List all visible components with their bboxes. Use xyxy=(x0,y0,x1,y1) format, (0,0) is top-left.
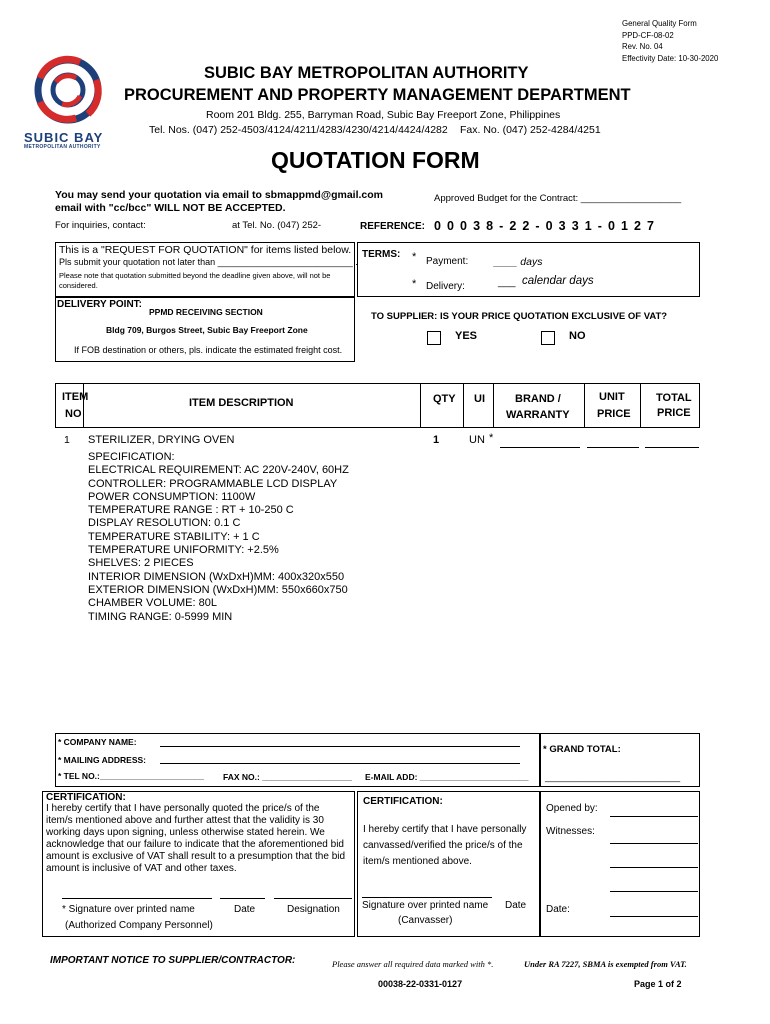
spec-line: TEMPERATURE UNIFORMITY: +2.5% xyxy=(88,544,279,557)
col-header-total: TOTAL xyxy=(656,392,692,404)
col-header-unit-price: PRICE xyxy=(597,408,631,420)
payment-label: Payment: xyxy=(426,256,469,267)
cert-line: acknowledge that our failure to indicate that the aforementioned bid xyxy=(46,838,344,850)
reference-label: REFERENCE: xyxy=(360,221,426,232)
org-name: SUBIC BAY METROPOLITAN AUTHORITY xyxy=(204,64,529,82)
rfq-note: Please note that quotation submitted beyond the deadline given above, will not be xyxy=(59,271,331,280)
spec-line: SHELVES: 2 PIECES xyxy=(88,557,194,570)
witnesses-label: Witnesses: xyxy=(546,826,595,837)
form-meta-line: Effectivity Date: 10-30-2020 xyxy=(622,52,719,63)
col-header-qty: QTY xyxy=(433,393,456,405)
rfq-note: considered. xyxy=(59,281,98,290)
opened-by-line[interactable] xyxy=(610,816,698,817)
vat-question: TO SUPPLIER: IS YOUR PRICE QUOTATION EXCLUSIVE OF VAT? xyxy=(371,311,668,322)
terms-star: * xyxy=(412,251,417,263)
grand-total-label: * GRAND TOTAL: xyxy=(543,744,621,755)
important-notice: IMPORTANT NOTICE TO SUPPLIER/CONTRACTOR: xyxy=(50,955,296,966)
fob-note: If FOB destination or others, pls. indicate the estimated freight cost. xyxy=(74,345,343,355)
item-ui-star: * xyxy=(489,432,494,444)
date-label: Date xyxy=(234,904,256,915)
email-instruction: You may send your quotation via email to sbmappmd@gmail.com xyxy=(55,189,384,201)
email-warning: email with "cc/bcc" WILL NOT BE ACCEPTED. xyxy=(55,202,286,214)
witness-line[interactable] xyxy=(610,867,698,868)
cert-line: I hereby certify that I have personally xyxy=(363,824,527,835)
dept-name: PROCUREMENT AND PROPERTY MANAGEMENT DEPARTMENT xyxy=(124,86,631,104)
terms-label: TERMS: xyxy=(362,249,401,260)
tel-contact: at Tel. No. (047) 252- xyxy=(232,220,322,231)
delivery-address: Bldg 709, Burgos Street, Subic Bay Freeport Zone xyxy=(106,325,308,335)
spec-line: TEMPERATURE RANGE : RT + 10-250 C xyxy=(88,504,294,517)
cert-line: canvassed/verified the price/s of the xyxy=(363,840,523,851)
canvasser-date-label: Date xyxy=(505,900,527,911)
footer-reference: 00038-22-0331-0127 xyxy=(378,979,463,989)
spec-line: TEMPERATURE STABILITY: + 1 C xyxy=(88,530,260,543)
cert-line: amount is exclusive of VAT shall result to a presumption that the bid xyxy=(46,850,346,862)
reference-value: 0 0 0 3 8 - 2 2 - 0 3 3 1 - 0 1 2 7 xyxy=(434,219,656,233)
canvasser-signature-line[interactable] xyxy=(362,897,492,898)
spec-line: CHAMBER VOLUME: 80L xyxy=(88,597,217,610)
signature-line[interactable] xyxy=(62,898,212,899)
vat-no-label: NO xyxy=(569,330,586,342)
designation-line[interactable] xyxy=(274,898,352,899)
form-meta-line: Rev. No. 04 xyxy=(622,41,663,51)
col-header-brand: BRAND / xyxy=(515,393,561,405)
cert-left-text xyxy=(46,803,345,874)
col-header-unit: UNIT xyxy=(599,391,625,403)
spec-line: CONTROLLER: PROGRAMMABLE LCD DISPLAY xyxy=(88,477,338,490)
designation-label: Designation xyxy=(287,904,340,915)
inquiries-label: For inquiries, contact: xyxy=(55,220,146,231)
total-price-line xyxy=(645,447,699,448)
cert-line: I hereby certify that I have personally quoted the price/s of the xyxy=(46,803,320,814)
brand-line xyxy=(500,447,580,448)
item-ui: UN xyxy=(469,434,485,446)
mailing-address-field[interactable] xyxy=(160,763,520,764)
email-field[interactable]: E-MAIL ADD: _______________________ xyxy=(365,772,529,782)
page-title: QUOTATION FORM xyxy=(271,147,480,173)
spec-line: EXTERIOR DIMENSION (WxDxH)MM: 550x660x750 xyxy=(88,583,348,596)
canvasser-label: (Canvasser) xyxy=(398,915,453,926)
cert-line: working days upon signing, unless otherwise stated herein. We xyxy=(46,826,325,838)
fax-no-field[interactable]: FAX NO.: ___________________ xyxy=(223,772,353,782)
cert-mid-text xyxy=(363,822,526,870)
spec-line: INTERIOR DIMENSION (WxDxH)MM: 400x320x550 xyxy=(88,570,345,583)
witness-line[interactable] xyxy=(610,843,698,844)
form-meta-line: PPD-CF-08-02 xyxy=(622,29,674,40)
unit-price-line xyxy=(587,447,639,448)
cert-line: item/s mentioned above and further attest that the validity is 30 xyxy=(46,814,324,826)
col-header-ui: UI xyxy=(474,393,485,405)
authorized-label: (Authorized Company Personnel) xyxy=(65,920,213,931)
spec-line: TIMING RANGE: 0-5999 MIN xyxy=(88,610,233,623)
address: Room 201 Bldg. 255, Barryman Road, Subic Bay Freeport Zone, Philippines xyxy=(206,109,561,121)
rfq-deadline: Pls submit your quotation not later than ___________________________ . xyxy=(59,257,358,267)
rfq-line1: This is a "REQUEST FOR QUOTATION" for items listed below. xyxy=(59,244,352,256)
col-header-no: NO xyxy=(65,408,82,420)
page-number: Page 1 of 2 xyxy=(634,979,682,989)
answer-note: Please answer all required data marked with *. xyxy=(332,959,494,969)
tel-numbers: Tel. Nos. (047) 252-4503/4124/4211/4283/4230/4214/4424/4282 xyxy=(149,124,448,136)
approved-budget: Approved Budget for the Contract: ___________________ xyxy=(434,193,682,204)
canvasser-signature-label: Signature over printed name xyxy=(362,900,489,911)
cert-line: amount is inclusive of VAT and other taxes. xyxy=(46,862,237,874)
cert-mid-title: CERTIFICATION: xyxy=(363,796,443,807)
sbma-logo xyxy=(18,50,118,150)
delivery-value: calendar days xyxy=(522,275,594,287)
company-name-label: * COMPANY NAME: xyxy=(58,737,137,747)
vat-exemption-note: Under RA 7227, SBMA is exempted from VAT. xyxy=(524,959,687,969)
spec-line: ELECTRICAL REQUIREMENT: AC 220V-240V, 60HZ xyxy=(88,464,349,477)
item-qty: 1 xyxy=(433,434,440,446)
col-header-item: ITEM xyxy=(62,391,89,403)
payment-value: ____ days xyxy=(494,256,543,268)
mailing-address-label: * MAILING ADDRESS: xyxy=(58,755,146,765)
col-header-total-price: PRICE xyxy=(657,407,691,419)
vat-no-checkbox[interactable] xyxy=(541,331,555,345)
cert-left-title: CERTIFICATION: xyxy=(46,792,126,803)
opened-by-label: Opened by: xyxy=(546,803,598,814)
delivery-star: * xyxy=(412,278,417,290)
spec-line: SPECIFICATION: xyxy=(88,451,175,463)
right-date-label: Date: xyxy=(546,904,570,915)
receiving-section: PPMD RECEIVING SECTION xyxy=(149,307,263,317)
form-meta xyxy=(622,18,718,64)
date-line[interactable] xyxy=(220,898,265,899)
spec-line: DISPLAY RESOLUTION: 0.1 C xyxy=(88,517,241,530)
item-specification xyxy=(88,451,349,624)
delivery-blank: ___ xyxy=(498,276,516,288)
terms-box xyxy=(357,242,700,297)
logo-subtext: METROPOLITAN AUTHORITY xyxy=(24,144,101,150)
fax-number: Fax. No. (047) 252-4284/4251 xyxy=(460,124,601,136)
item-number: 1 xyxy=(64,434,70,446)
col-header-description: ITEM DESCRIPTION xyxy=(189,397,294,409)
vat-yes-label: YES xyxy=(455,330,478,342)
logo-text: SUBIC BAY xyxy=(24,130,104,145)
spec-line: POWER CONSUMPTION: 1100W xyxy=(88,490,256,503)
grand-total-field[interactable]: ___________________________ xyxy=(545,772,681,782)
cert-line: item/s mentioned above. xyxy=(363,856,472,867)
delivery-label: Delivery: xyxy=(426,281,465,292)
col-header-warranty: WARRANTY xyxy=(506,409,570,421)
sbma-logo-icon xyxy=(18,50,118,132)
vat-yes-checkbox[interactable] xyxy=(427,331,441,345)
delivery-point-label: DELIVERY POINT: xyxy=(57,299,143,310)
form-meta-line: General Quality Form xyxy=(622,18,697,28)
signature-label: * Signature over printed name xyxy=(62,904,195,915)
tel-no-field[interactable]: * TEL NO.:______________________ xyxy=(58,771,204,781)
witness-line[interactable] xyxy=(610,891,698,892)
right-date-line[interactable] xyxy=(610,916,698,917)
company-name-field[interactable] xyxy=(160,746,520,747)
item-name: STERILIZER, DRYING OVEN xyxy=(88,434,235,446)
